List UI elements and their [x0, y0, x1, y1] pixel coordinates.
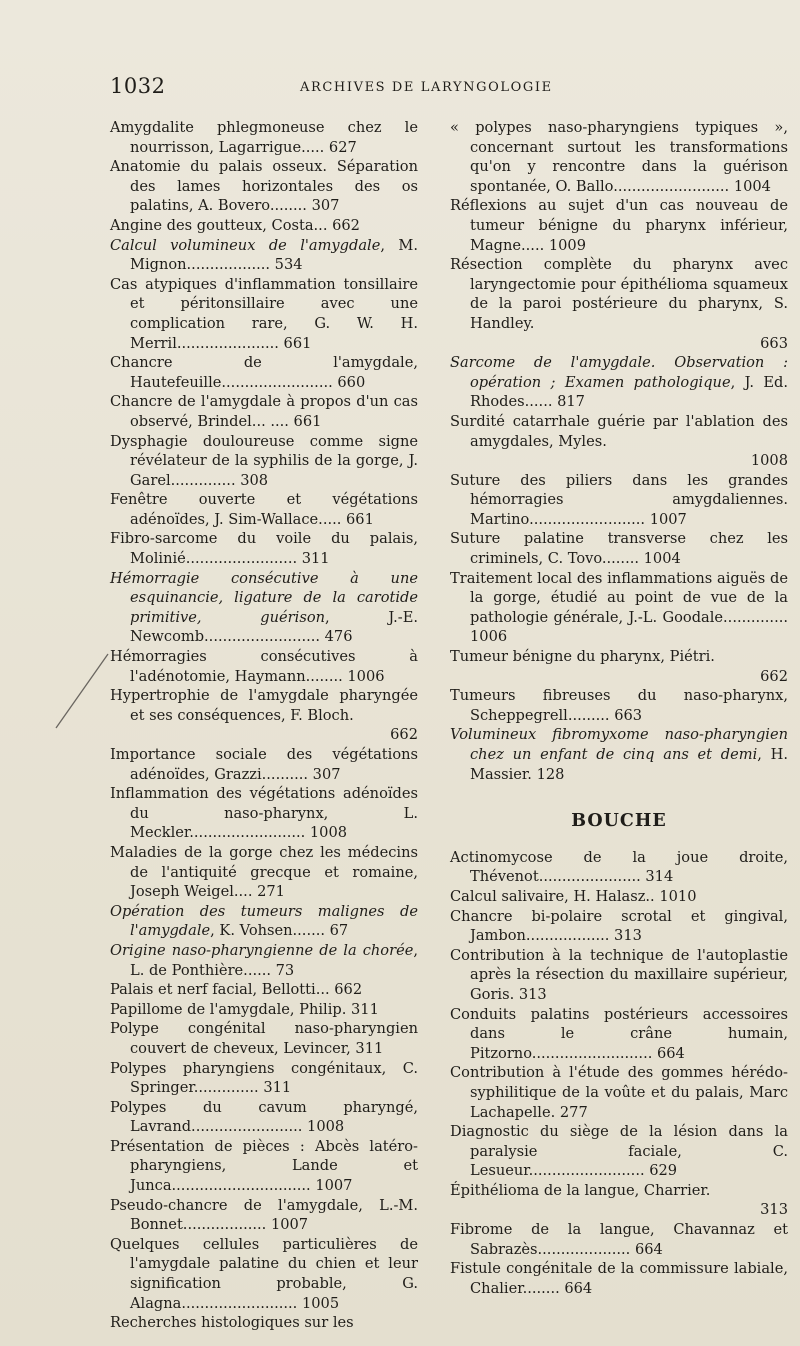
index-entry: Surdité catarrhale guérie par l'ablation des amygdales, Myles. 1008 — [450, 412, 788, 470]
index-entry: Anatomie du palais osseux. Séparation des lames horizontales des os palatins, A. Bovero........ 307 — [110, 158, 418, 215]
index-entry: Volumineux fibromyxome naso-pharyngien chez un enfant de cinq ans et demi, H. Massier. 128 — [450, 726, 788, 783]
index-entry: Sarcome de l'amygdale. Observation : opération ; Examen pathologique, J. Ed. Rhodes...... 817 — [450, 354, 788, 411]
index-entry: Calcul salivaire, H. Halasz.. 1010 — [450, 887, 697, 905]
index-entry: Papillome de l'amygdale, Philip. 311 — [110, 1000, 379, 1018]
right-column-entries — [450, 118, 788, 784]
index-entry: Importance sociale des végétations adénoïdes, Grazzi.......... 307 — [110, 746, 418, 783]
index-entry: Calcul volumineux de l'amygdale, M. Mignon.................. 534 — [110, 236, 418, 274]
index-entry: Amygdalite phlegmoneuse chez le nourrisson, Lagarrigue..... 627 — [110, 119, 418, 156]
index-entry: Hémorragie consécutive à une esquinancie, ligature de la carotide primitive, guérison, J.-E. Newcomb......................... 476 — [110, 569, 418, 646]
section-heading-bouche: BOUCHE — [571, 811, 667, 832]
entry-page-number: 662 — [760, 667, 788, 685]
index-entry: Opération des tumeurs malignes de l'amygdale, K. Vohsen....... 67 — [110, 902, 418, 940]
index-entry: Chancre de l'amygdale, Hautefeuille........................ 660 — [110, 354, 418, 391]
entry-page-number: 662 — [390, 726, 418, 744]
index-entry: Fistule congénitale de la commissure labiale, Chalier........ 664 — [450, 1260, 788, 1297]
index-entry: Actinomycose de la joue droite, Thévenot...................... 314 — [450, 848, 788, 886]
entry-page-number: 313 — [760, 1201, 788, 1219]
index-entry: Tumeur bénigne du pharynx, Piétri. 662 — [450, 648, 788, 685]
index-entry: Tumeurs fibreuses du naso-pharynx, Scheppegrell......... 663 — [450, 687, 788, 724]
index-entry: Contribution à l'étude des gommes hérédo-syphilitique de la voûte et du palais, Marc Lachapelle. 277 — [450, 1064, 788, 1121]
left-column — [110, 118, 418, 1333]
index-entry: Quelques cellules particulières de l'amygdale palatine du chien et leur signification probable, G. Alagna......................... 1005 — [110, 1235, 418, 1312]
right-column — [450, 118, 788, 1298]
index-entry: Fibrome de la langue, Chavannaz et Sabrazès.................... 664 — [450, 1221, 788, 1258]
index-entry: Suture des piliers dans les grandes hémorragies amygdaliennes. Martino......................... 1007 — [450, 471, 788, 528]
index-entry: Réflexions au sujet d'un cas nouveau de tumeur bénigne du pharynx inférieur, Magne..... 1009 — [450, 197, 788, 254]
index-entry: Polypes du cavum pharyngé, Lavrand........................ 1008 — [110, 1098, 418, 1136]
index-entry: « polypes naso-pharyngiens typiques », concernant surtout les transformations qu'on y rencontre dans la guérison spontanée, O. Ballo......................... 1004 — [450, 119, 788, 195]
index-entry: Recherches histologiques sur les — [110, 1314, 354, 1332]
index-entry: Chancre de l'amygdale à propos d'un cas observé, Brindel... .... 661 — [110, 393, 418, 430]
index-entry: Polype congénital naso-pharyngien couvert de cheveux, Levincer, 311 — [110, 1020, 418, 1057]
index-entry: Cas atypiques d'inflammation tonsillaire et péritonsillaire avec une complication rare, G. W. H. Merril...................... 661 — [110, 275, 418, 352]
index-entry: Angine des goutteux, Costa... 662 — [110, 216, 360, 234]
index-entry: Suture palatine transverse chez les criminels, C. Tovo........ 1004 — [450, 530, 788, 568]
index-entry: Hémorragies consécutives à l'adénotomie, Haymann........ 1006 — [110, 648, 418, 685]
index-entry: Palais et nerf facial, Bellotti... 662 — [110, 981, 363, 999]
index-entry: Pseudo-chancre de l'amygdale, L.-M. Bonnet.................. 1007 — [110, 1196, 418, 1234]
index-entry: Origine naso-pharyngienne de la chorée, L. de Ponthière...... 73 — [110, 941, 418, 979]
bouche-entries — [450, 848, 788, 1299]
index-entry: Résection complète du pharynx avec laryngectomie pour épithélioma squameux de la paroi postérieure du pharynx, S. Handley. 663 — [450, 256, 788, 352]
index-entry: Traitement local des inflammations aiguës de la gorge, étudié au point de vue de la pathologie générale, J.-L. Goodale.............. 1006 — [450, 569, 788, 646]
index-entry: Présentation de pièces : Abcès latéro-pharyngiens, Lande et Junca.............................. 1007 — [110, 1137, 418, 1195]
index-entry: Fibro-sarcome du voile du palais, Molinié........................ 311 — [110, 530, 418, 568]
entry-page-number: 663 — [760, 334, 788, 352]
index-entry: Conduits palatins postérieurs accessoires dans le crâne humain, Pitzorno.......................... 664 — [450, 1005, 788, 1062]
index-entry: Hypertrophie de l'amygdale pharyngée et ses conséquences, F. Bloch. 662 — [110, 687, 418, 744]
index-entry: Polypes pharyngiens congénitaux, C. Springer.............. 311 — [110, 1059, 418, 1097]
index-entry: Épithélioma de la langue, Charrier. 313 — [450, 1181, 788, 1219]
index-entry: Diagnostic du siège de la lésion dans la paralysie faciale, C. Lesueur......................... 629 — [450, 1123, 788, 1180]
index-entry: Dysphagie douloureuse comme signe révélateur de la syphilis de la gorge, J. Garel.............. 308 — [110, 432, 418, 489]
index-entry: Inflammation des végétations adénoïdes du naso-pharynx, L. Meckler......................... 1008 — [110, 785, 418, 842]
index-entry: Contribution à la technique de l'autoplastie après la résection du maxillaire supérieur, Goris. 313 — [450, 946, 788, 1003]
index-entry: Chancre bi-polaire scrotal et gingival, Jambon.................. 313 — [450, 907, 788, 945]
index-entry: Fenêtre ouverte et végétations adénoïdes, J. Sim-Wallace..... 661 — [110, 491, 418, 528]
running-title: ARCHIVES DE LARYNGOLOGIE — [300, 80, 553, 95]
margin-pencil-mark — [52, 652, 112, 732]
page-header — [110, 74, 790, 104]
index-entry: Maladies de la gorge chez les médecins de l'antiquité grecque et romaine, Joseph Weigel.... 271 — [110, 843, 418, 901]
entry-page-number: 1008 — [750, 452, 788, 470]
page-number: 1032 — [110, 74, 166, 98]
